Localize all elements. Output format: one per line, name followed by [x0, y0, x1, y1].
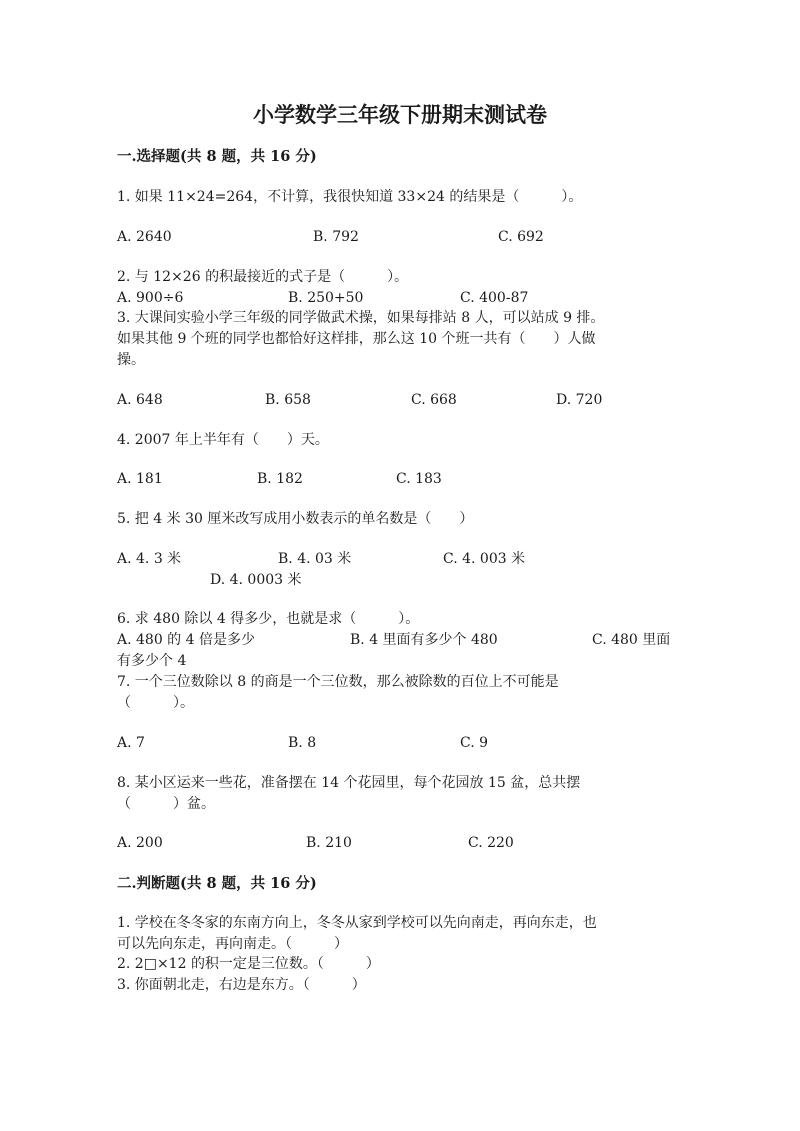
question-4-option-c: C. 183	[396, 471, 442, 487]
section-heading-choice: 一.选择题(共 8 题，共 16 分)	[117, 148, 317, 165]
question-3-option-d: D. 720	[556, 392, 603, 408]
question-2-option-c: C. 400-87	[460, 290, 529, 306]
question-1-option-b: B. 792	[313, 229, 359, 245]
question-3-option-b: B. 658	[265, 392, 311, 408]
question-5-option-c: C. 4. 003 米	[443, 551, 526, 567]
question-2-text: 2. 与 12×26 的积最接近的式子是（ ）。	[117, 269, 409, 285]
question-7-line-2: （ ）。	[117, 695, 194, 711]
question-3-option-c: C. 668	[411, 392, 457, 408]
judgement-item-line: 3. 你面朝北走，右边是东方。（ ）	[117, 977, 366, 993]
question-5-option-b: B. 4. 03 米	[278, 551, 352, 567]
question-1-text: 1. 如果 11×24=264，不计算，我很快知道 33×24 的结果是（ ）。	[117, 189, 583, 205]
question-6-option-a: A. 480 的 4 倍是多少	[117, 632, 255, 648]
question-6-option-b: B. 4 里面有多少个 480	[350, 632, 498, 648]
question-2-option-a: A. 900÷6	[117, 290, 184, 306]
question-6-option-c: C. 480 里面	[592, 632, 671, 648]
question-2-option-b: B. 250+50	[288, 290, 364, 306]
question-8-option-c: C. 220	[468, 835, 514, 851]
question-5-option-d: D. 4. 0003 米	[210, 572, 302, 588]
question-4-option-b: B. 182	[257, 471, 303, 487]
page-title: 小学数学三年级下册期末测试卷	[253, 102, 547, 127]
judgement-item-line: 1. 学校在冬冬家的东南方向上，冬冬从家到学校可以先向南走，再向东走，也	[117, 915, 597, 931]
question-7-line-1: 7. 一个三位数除以 8 的商是一个三位数，那么被除数的百位上不可能是	[117, 674, 559, 690]
question-5-option-a: A. 4. 3 米	[117, 551, 182, 567]
question-3-option-a: A. 648	[117, 392, 163, 408]
question-3-line-3: 操。	[117, 352, 145, 368]
question-3-line-2: 如果其他 9 个班的同学也都恰好这样排，那么这 10 个班一共有（ ）人做	[117, 331, 596, 347]
question-7-option-a: A. 7	[117, 735, 145, 751]
question-8-line-2: （ ）盆。	[117, 796, 215, 812]
judgement-item-line: 2. 2□×12 的积一定是三位数。（ ）	[117, 956, 380, 972]
question-5-text: 5. 把 4 米 30 厘米改写成用小数表示的单名数是（ ）	[117, 511, 474, 527]
judgement-item-line: 可以先向东走，再向南走。（ ）	[117, 936, 348, 952]
question-3-line-1: 3. 大课间实验小学三年级的同学做武术操，如果每排站 8 人，可以站成 9 排。	[117, 310, 605, 326]
question-1-option-a: A. 2640	[117, 229, 172, 245]
question-7-option-b: B. 8	[288, 735, 317, 751]
section-heading-judgement: 二.判断题(共 8 题，共 16 分)	[117, 875, 317, 892]
question-6-text: 6. 求 480 除以 4 得多少，也就是求（ ）。	[117, 611, 420, 627]
question-4-option-a: A. 181	[117, 471, 163, 487]
question-4-text: 4. 2007 年上半年有（ ）天。	[117, 432, 329, 448]
question-8-option-b: B. 210	[306, 835, 352, 851]
question-7-option-c: C. 9	[460, 735, 489, 751]
question-1-option-c: C. 692	[498, 229, 544, 245]
question-8-option-a: A. 200	[117, 835, 163, 851]
question-8-line-1: 8. 某小区运来一些花，准备摆在 14 个花园里，每个花园放 15 盆，总共摆	[117, 775, 581, 791]
question-6-option-c-wrap: 有多少个 4	[117, 653, 187, 669]
